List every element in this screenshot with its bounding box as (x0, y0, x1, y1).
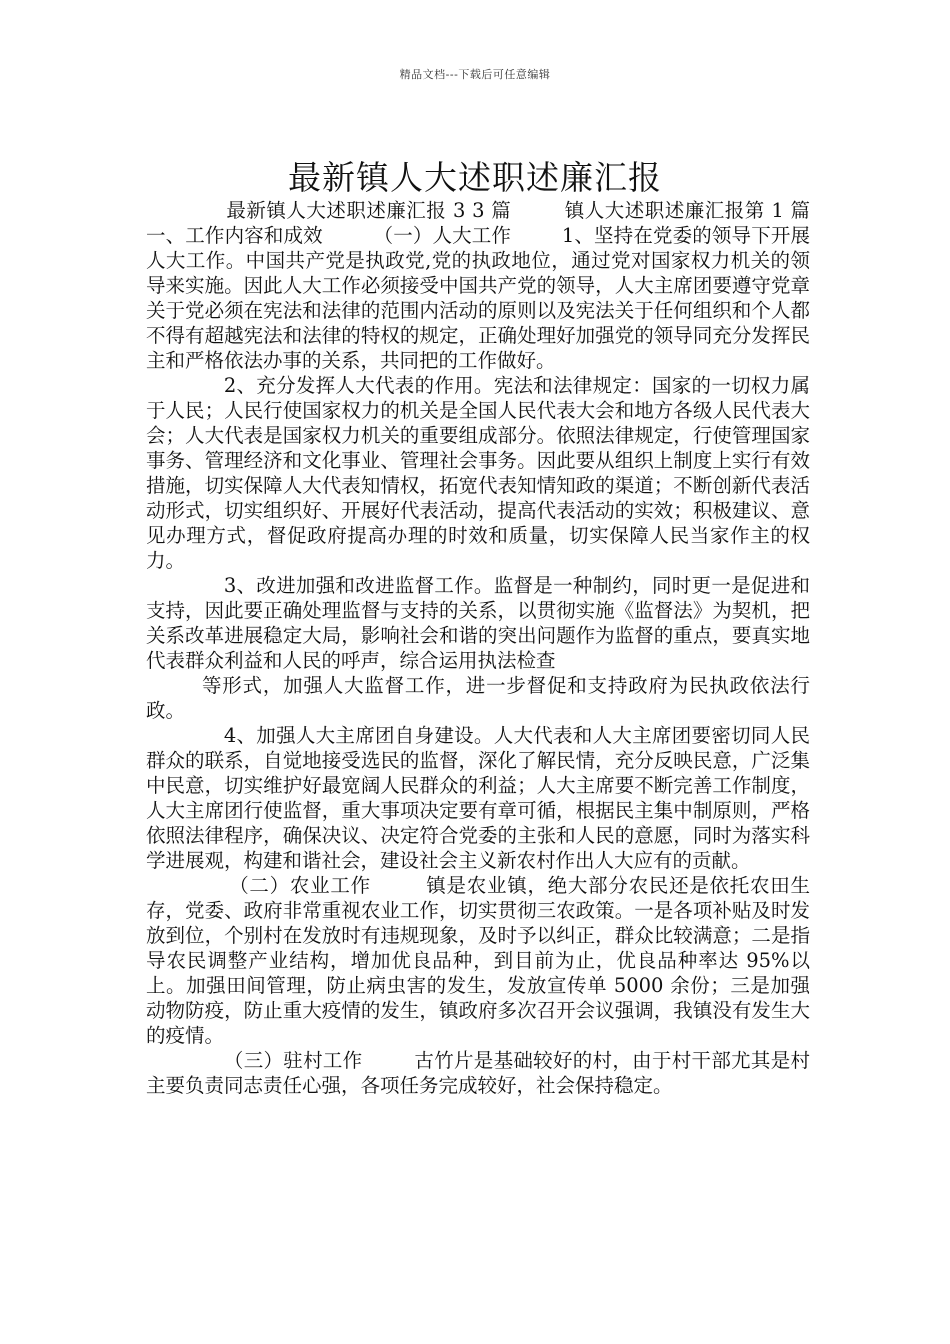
page-title: 最新镇人大述职述廉汇报 (288, 158, 662, 198)
header-note: 精品文档---下载后可任意编辑 (399, 68, 551, 81)
document-body (146, 198, 860, 1098)
paragraph-agriculture: （二）农业工作 镇是农业镇，绝大部分农民还是依托农田生存，党委、政府非常重视农业工作，切实贯彻三农政策。一是各项补贴及时发放到位，个别村在发放时有违规现象，及时予以纠正，群众比较满意；二是指导农民调整产业结构，增加优良品种，到目前为止，优良品种率达 95%以上。加强田间管理，防止病虫害的发生，发放宣传单 5000 余份；三是加强动物防疫，防止重大疫情的发生，镇政府多次召开会议强调，我镇没有发生大的疫情。 (146, 874, 810, 1047)
paragraph-village-work: （三）驻村工作 古竹片是基础较好的村，由于村干部尤其是村主要负责同志责任心强，各项任务完成较好，社会保持稳定。 (146, 1049, 811, 1097)
paragraph-representatives: 2、充分发挥人大代表的作用。宪法和法律规定：国家的一切权力属于人民；人民行使国家权力的机关是全国人民代表大会和地方各级人民代表大会；人大代表是国家权力机关的重要组成部分。依照法律规定，行使管理国家事务、管理经济和文化事业、管理社会事务。因此要从组织上制度上实行有效措施，切实保障人大代表知情权，拓宽代表知情知政的渠道；不断创新代表活动形式，切实组织好、开展好代表活动，提高代表活动的实效；积极建议、意见办理方式，督促政府提高办理的时效和质量，切实保障人民当家作主的权力。 (146, 374, 810, 572)
paragraph-supervision: 3、改进加强和改进监督工作。监督是一种制约，同时更一是促进和支持，因此要正确处理监督与支持的关系，以贯彻实施《监督法》为契机，把关系改革进展稳定大局，影响社会和谐的突出问题作为监督的重点，要真实地代表群众利益和人民的呼声，综合运用执法检查 (146, 574, 810, 672)
paragraph-presidium-building: 4、加强人大主席团自身建设。人大代表和人大主席团要密切同人民群众的联系，自觉地接受选民的监督，深化了解民情，充分反映民意，广泛集中民意，切实维护好最宽阔人民群众的利益；人大主席要不断完善工作制度，人大主席团行使监督，重大事项决定要有章可循，根据民主集中制原则，严格依照法律程序，确保决议、决定符合党委的主张和人民的意愿，同时为落实科学进展观，构建和谐社会，建设社会主义新农村作出人大应有的贡献。 (146, 724, 810, 872)
paragraph-intro-people-congress: 最新镇人大述职述廉汇报 3 3 篇 镇人大述职述廉汇报第 1 篇 一、工作内容和成效 （一）人大工作 1、坚持在党委的领导下开展人大工作。中国共产党是执政党,党的执政地位，通过党对国家权力机关的领导来实施。因此人大工作必须接受中国共产党的领导，人大主席团要遵守党章关于党必须在宪法和法律的范围内活动的原则以及宪法关于任何组织和个人都不得有超越宪法和法律的特权的规定，正确处理好加强党的领导同充分发挥民主和严格依法办事的关系，共同把的工作做好。 (146, 199, 860, 372)
paragraph-supervision-continued: 等形式，加强人大监督工作，进一步督促和支持政府为民执政依法行政。 (146, 674, 810, 722)
